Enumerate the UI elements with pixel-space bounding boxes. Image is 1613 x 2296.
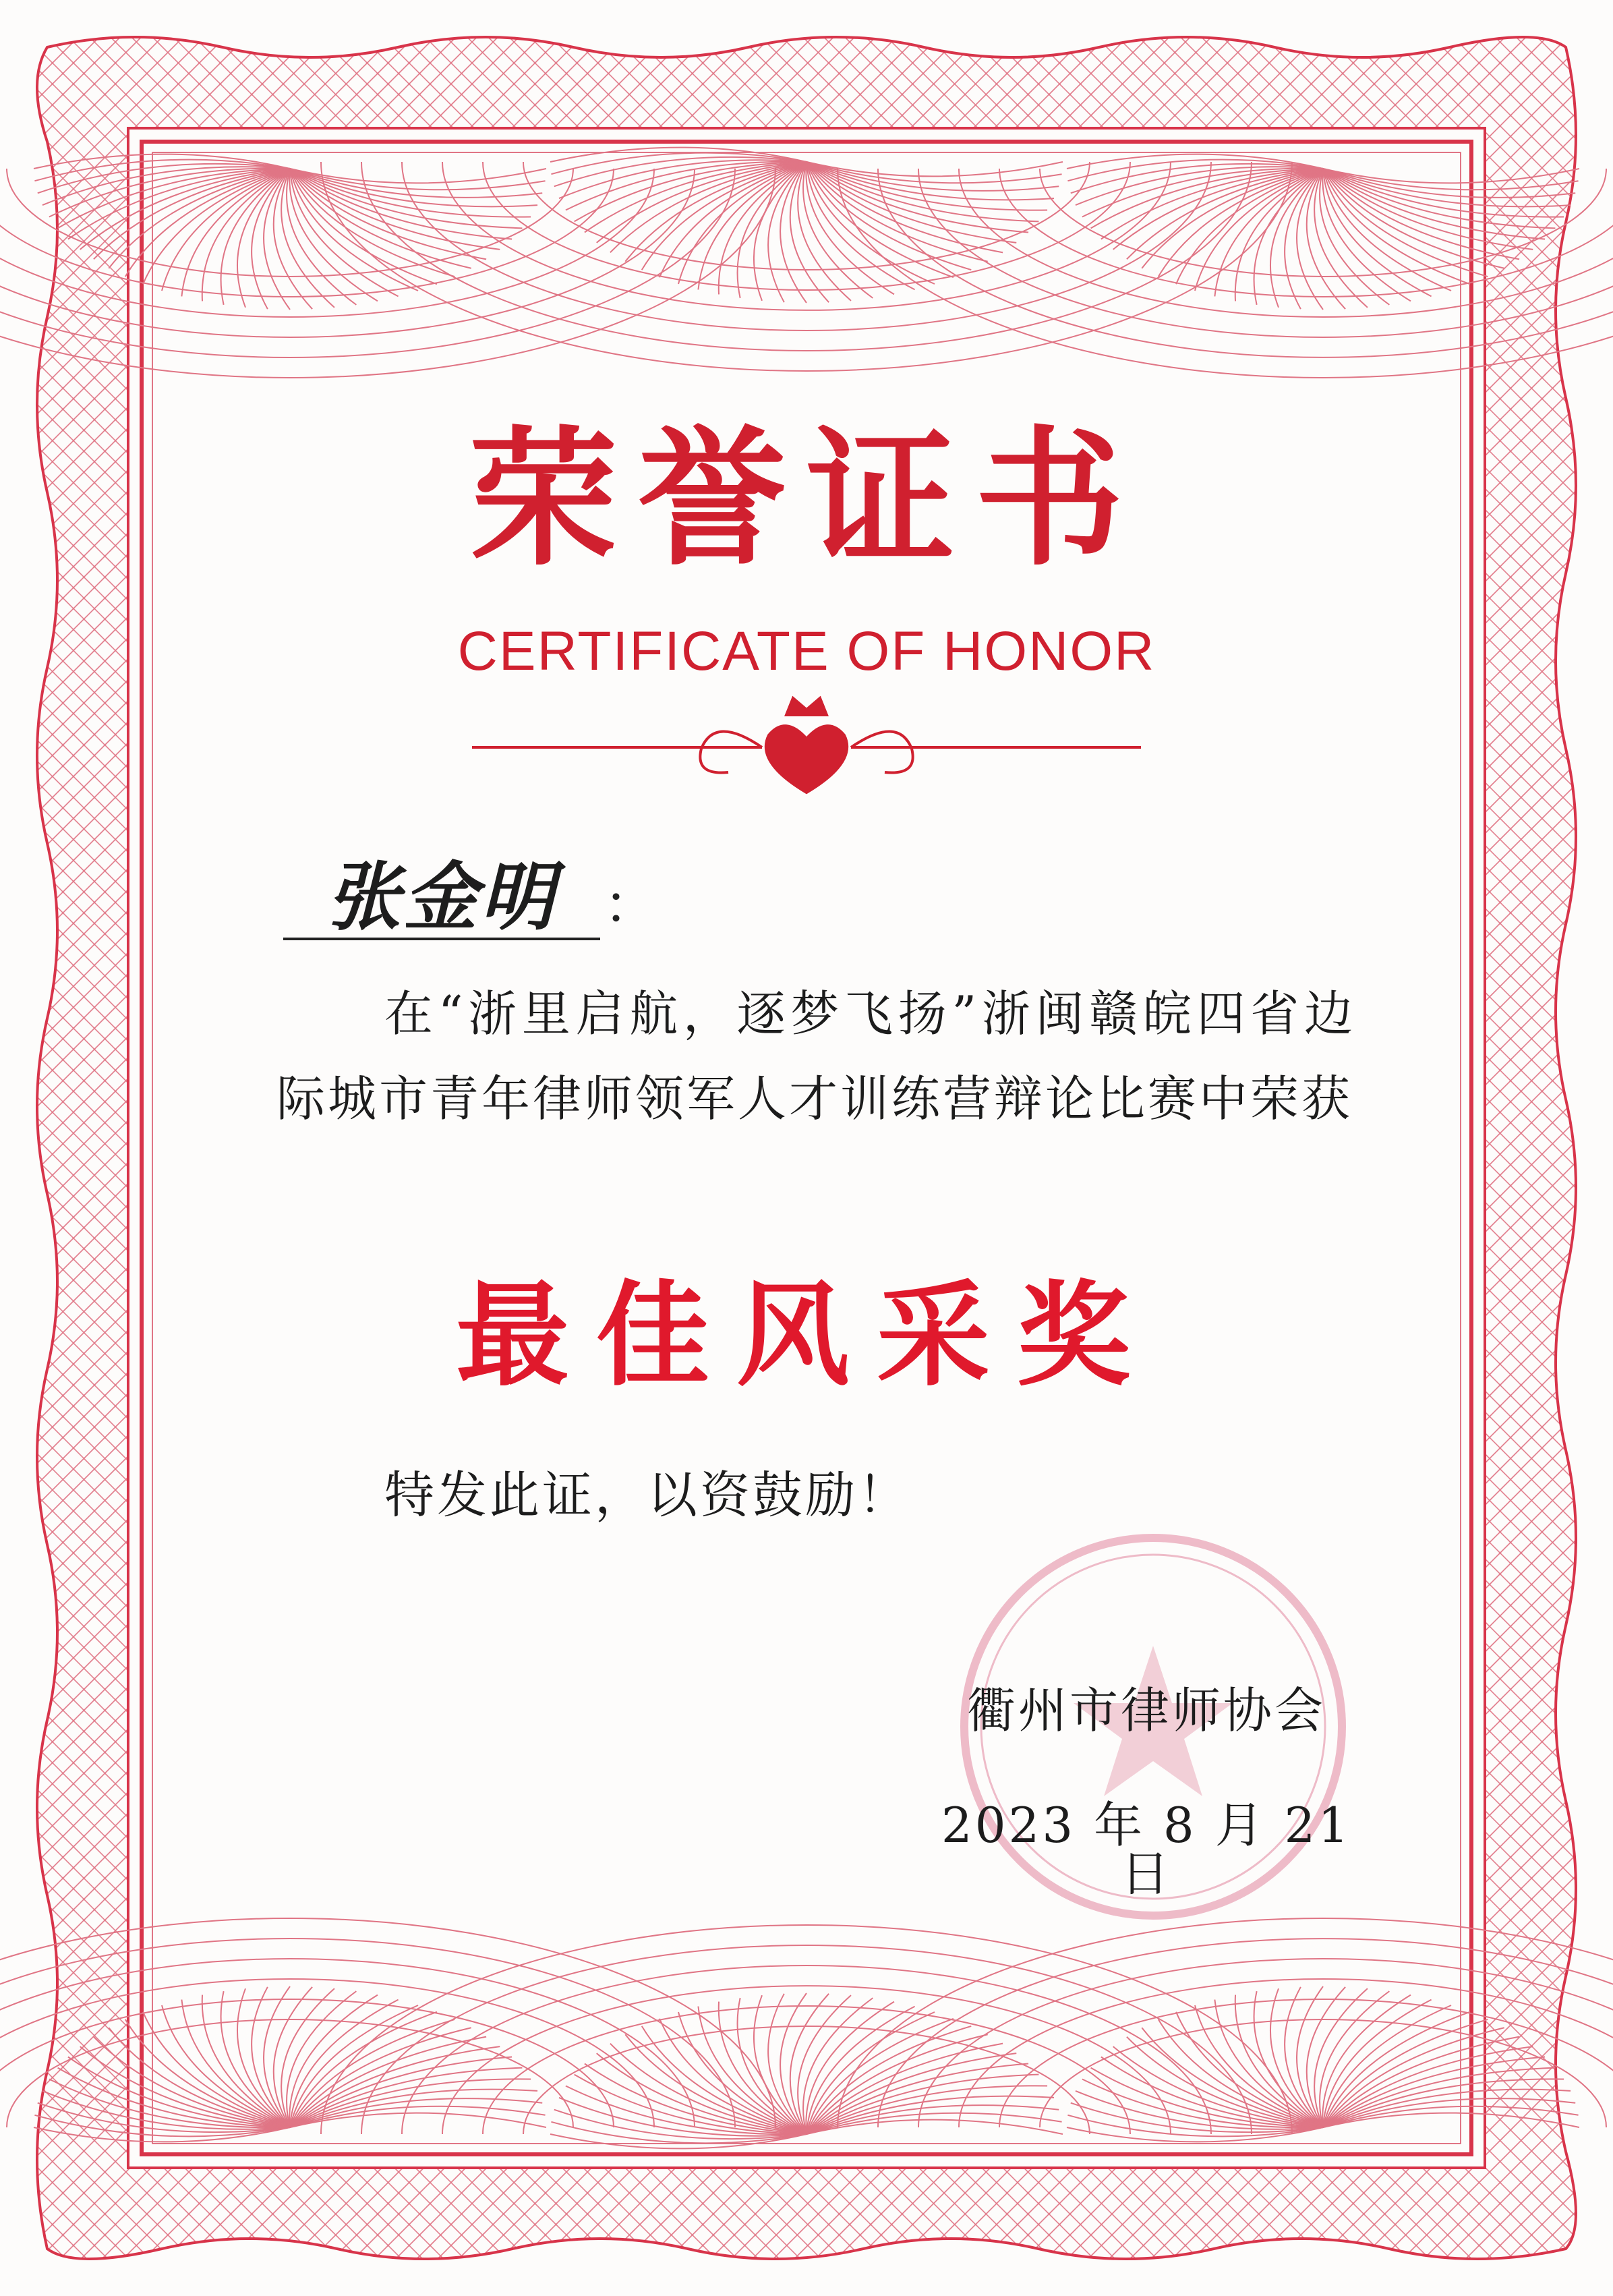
guilloche-line <box>290 169 546 190</box>
guilloche-line <box>1285 1987 1323 2127</box>
issuing-organization: 衢州市律师协会 <box>966 1682 1326 1739</box>
certificate-body-text: 在“浙里启航，逐梦飞扬”浙闽赣皖四省边际城市青年律师领军人才训练营辩论比赛中荣获 <box>276 985 1355 1127</box>
award-name: 最佳风采奖 <box>456 1268 1157 1402</box>
guilloche-line <box>806 2113 1062 2134</box>
guilloche-line <box>252 169 290 309</box>
issue-date: 2023 年 8 月 21 日 <box>941 1797 1352 1902</box>
guilloche-arc <box>321 1925 1292 2134</box>
guilloche-line <box>252 1987 290 2127</box>
recipient-colon: ： <box>604 873 657 936</box>
bottom-ornament <box>0 1918 1613 2148</box>
top-ornament <box>0 148 1613 378</box>
recipient-name: 张金明 <box>283 857 600 940</box>
closing-text: 特发此证，以资鼓励！ <box>384 1466 910 1524</box>
guilloche-line <box>290 2106 546 2127</box>
guilloche-line <box>1285 169 1323 309</box>
certificate-title-cn: 荣誉证书 <box>469 413 1144 585</box>
title-divider-ornament <box>472 698 1141 793</box>
guilloche-line <box>806 162 1062 183</box>
certificate-title-en: CERTIFICATE OF HONOR <box>457 621 1156 682</box>
guilloche-arc <box>321 162 1292 371</box>
